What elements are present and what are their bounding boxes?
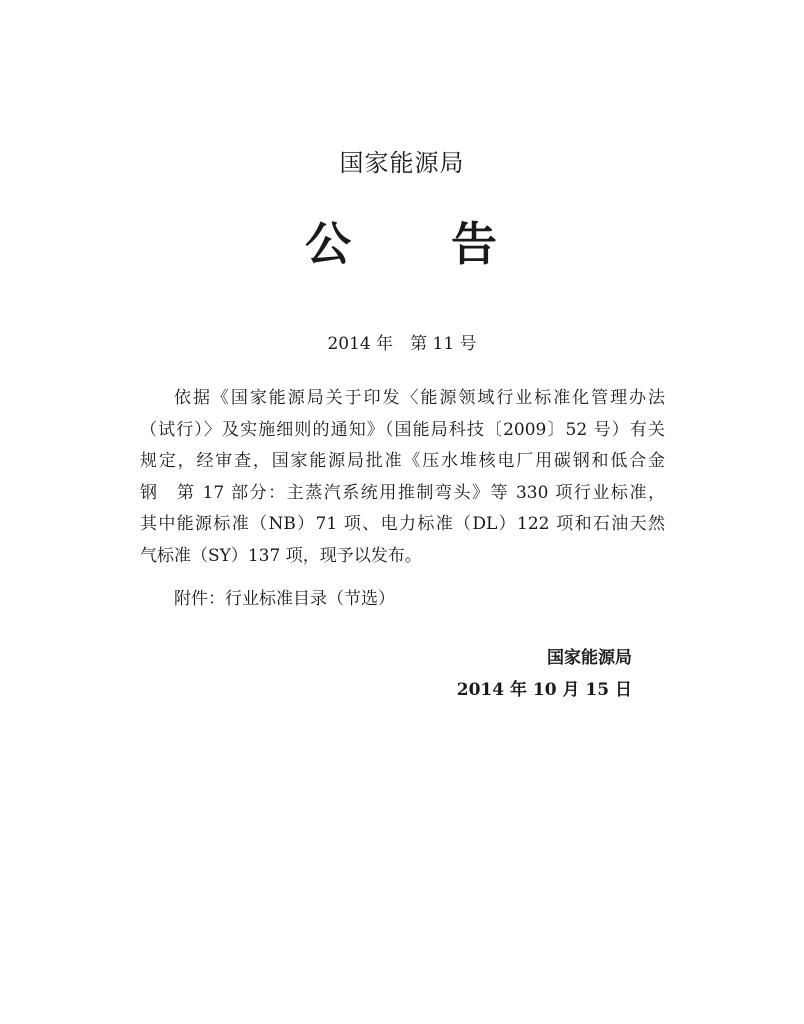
body-line: 其中能源标准（NB）71 项、电力标准（DL）122 项和石油天然 (140, 514, 665, 534)
body-line: 钢 第 17 部分：主蒸汽系统用推制弯头》等 330 项行业标准， (140, 482, 665, 503)
announcement-body (140, 383, 665, 572)
signature-date: 2014 年 10 月 15 日 (456, 680, 632, 700)
announcement-title-char-1: 公 (305, 217, 351, 271)
body-line: （试行）〉及实施细则的通知》（国能局科技〔2009〕52 号）有关 (140, 419, 665, 440)
announcement-title-char-2: 告 (451, 217, 497, 271)
signer-name: 国家能源局 (547, 648, 632, 668)
attachment-note: 附件：行业标准目录（节选） (174, 589, 395, 609)
body-line: 气标准（SY）137 项，现予以发布。 (140, 545, 422, 566)
body-line: 依据《国家能源局关于印发〈能源领域行业标准化管理办法 (174, 388, 665, 408)
announcement-number: 2014 年 第 11 号 (327, 334, 477, 354)
issuing-agency: 国家能源局 (339, 149, 465, 177)
body-line: 规定，经审查，国家能源局批准《压水堆核电厂用碳钢和低合金 (140, 451, 665, 471)
